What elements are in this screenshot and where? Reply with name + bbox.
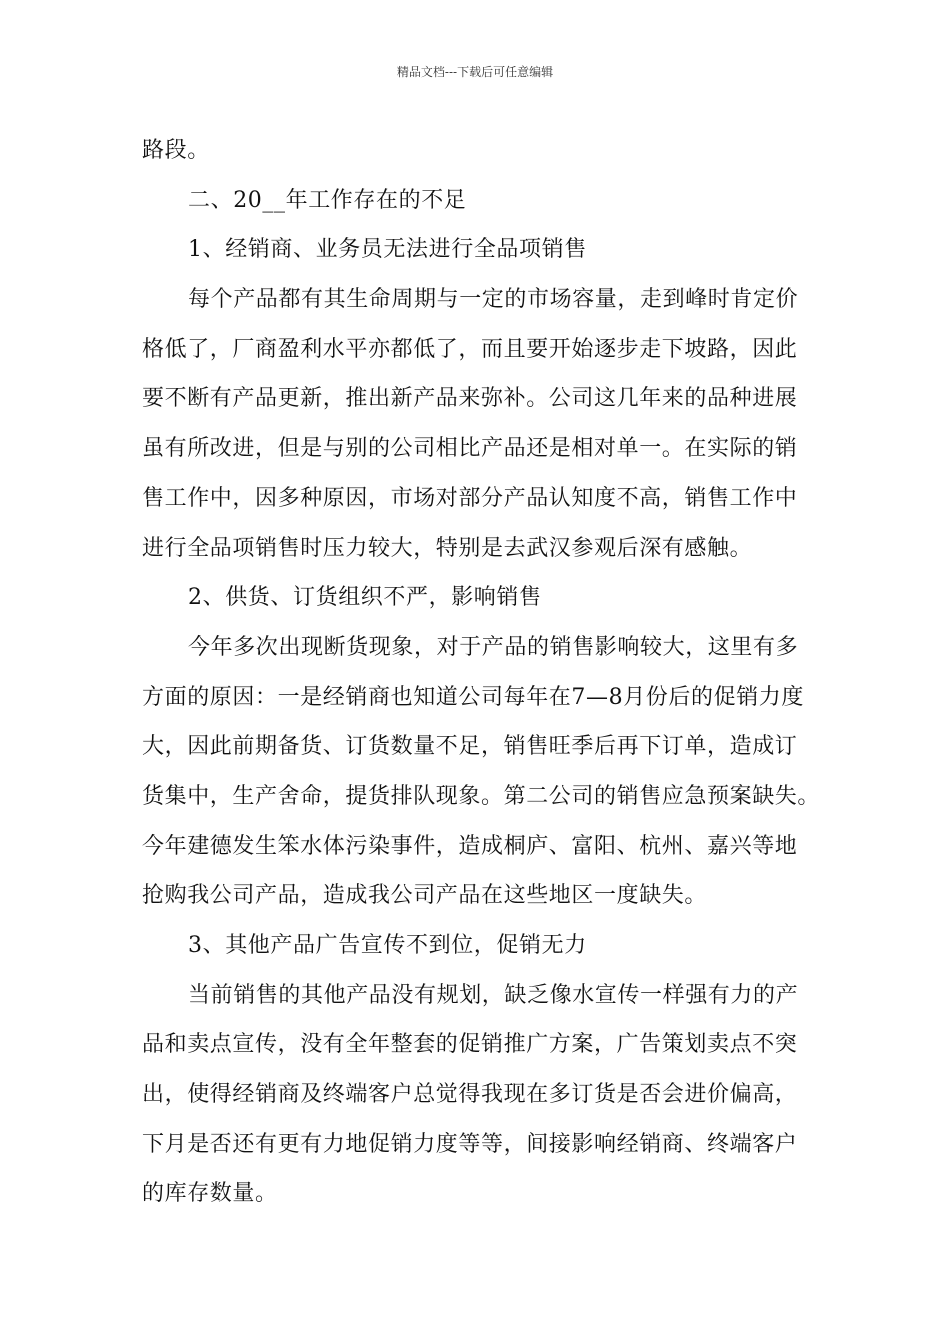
text-line: 品和卖点宣传，没有全年整套的促销推广方案，广告策划卖点不突 [142,1032,798,1058]
text-line: 今年多次出现断货现象，对于产品的销售影响较大，这里有多 [188,634,799,660]
text-line: 要不断有产品更新，推出新产品来弥补。公司这几年来的品种进展 [142,386,798,412]
text-line: 货集中，生产舍命，提货排队现象。第二公司的销售应急预案缺失。 [142,783,821,809]
text-line: 大，因此前期备货、订货数量不足，销售旺季后再下订单，造成订 [142,734,798,760]
text-line: 当前销售的其他产品没有规划，缺乏像水宣传一样强有力的产 [188,982,799,1008]
text-line: 格低了，厂商盈利水平亦都低了，而且要开始逐步走下坡路，因此 [142,336,798,362]
text-line: 方面的原因：一是经销商也知道公司每年在7—8月份后的促销力度 [142,684,804,710]
document-body [142,126,821,1219]
subsection-heading: 3、其他产品广告宣传不到位，促销无力 [188,933,587,958]
subsection-heading: 1、经销商、业务员无法进行全品项销售 [188,237,587,263]
subsection-heading: 2、供货、订货组织不严，影响销售 [188,585,542,611]
text-line: 售工作中，因多种原因，市场对部分产品认知度不高，销售工作中 [142,485,798,511]
text-line: 出，使得经销商及终端客户总觉得我现在多订货是否会进价偏高， [142,1082,798,1108]
text-line: 虽有所改进，但是与别的公司相比产品还是相对单一。在实际的销 [142,436,798,462]
section-heading: 二、20__年工作存在的不足 [188,187,467,213]
text-line: 抢购我公司产品，造成我公司产品在这些地区一度缺失。 [142,883,708,909]
text-line: 进行全品项销售时压力较大，特别是去武汉参观后深有感触。 [142,535,753,561]
text-line: 今年建德发生笨水体污染事件，造成桐庐、富阳、杭州、嘉兴等地 [142,833,798,859]
text-line: 路段。 [142,138,210,163]
text-line: 每个产品都有其生命周期与一定的市场容量，走到峰时肯定价 [188,287,799,313]
text-line: 下月是否还有更有力地促销力度等等，间接影响经销商、终端客户 [142,1131,798,1157]
text-line: 的库存数量。 [142,1181,278,1207]
page-header: 精品文档---下载后可任意编辑 [396,65,554,79]
